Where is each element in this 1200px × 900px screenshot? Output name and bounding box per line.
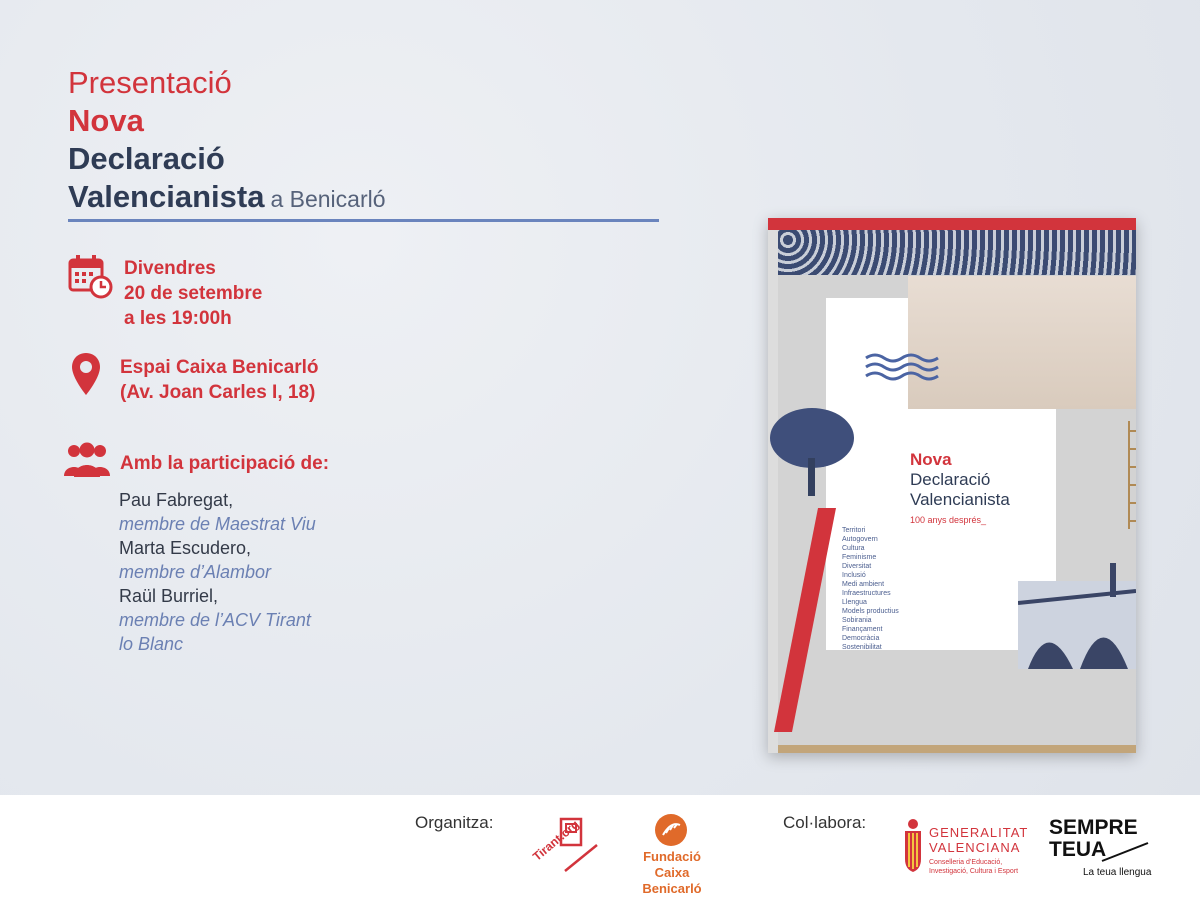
location-pin-icon: [70, 351, 102, 397]
people-icon: [64, 442, 110, 478]
sempre-teua-tagline: La teua llengua: [1083, 867, 1152, 878]
fundacio-line2: Caixa Benicarló: [642, 865, 702, 896]
cover-topic: Sostenibilitat: [842, 644, 882, 651]
title-valencianista: [68, 178, 386, 218]
participant-role: membre de Maestrat Viu: [119, 514, 316, 534]
participant-name: Marta Escudero,: [119, 538, 252, 558]
cover-title: [910, 450, 1010, 510]
cover-topic: Models productius: [842, 608, 899, 615]
place-name: Espai Caixa Benicarló: [120, 357, 319, 378]
sempre-teua-slash-icon: [1100, 841, 1150, 863]
generalitat-logo-text: [929, 825, 1028, 876]
cover-topics-list: [842, 526, 899, 652]
place-address: (Av. Joan Carles I, 18): [120, 382, 316, 403]
participant-role: membre de l’ACV Tirant: [119, 610, 311, 630]
cover-title-valencianista: Valencianista: [910, 490, 1010, 509]
generalitat-line3: Conselleria d’Educació,: [929, 859, 1003, 866]
title-nova: Nova: [68, 103, 144, 138]
cover-topic: Infraestructures: [842, 590, 891, 597]
cover-topic: Feminisme: [842, 554, 877, 561]
collabora-label: Col·labora:: [783, 813, 867, 832]
sponsors-footer: [0, 795, 1200, 900]
title-valencianista-text: Valencianista: [68, 179, 265, 214]
sempre-line2: TEUA: [1049, 838, 1107, 861]
participant-role: membre d’Alambor: [119, 562, 272, 582]
tirant-logo-text: Tirant.org: [530, 817, 582, 864]
participants-list: [119, 488, 316, 656]
generalitat-shield-icon: [902, 817, 924, 873]
event-place: [120, 355, 319, 405]
red-diagonal-shape: [774, 508, 836, 732]
event-day: Divendres: [124, 258, 216, 279]
cover-title-declaracio: Declaració: [910, 470, 991, 489]
cover-crowd-photo: [778, 230, 1136, 275]
cover-topic: Diversitat: [842, 563, 872, 570]
organitza-label: Organitza:: [415, 813, 494, 832]
title-location: a Benicarló: [270, 186, 386, 212]
cover-topic: Sobirania: [842, 617, 872, 624]
participant-name: Raül Burriel,: [119, 586, 219, 606]
generalitat-line4: Investigació, Cultura i Esport: [929, 868, 1019, 875]
fundacio-logo-icon: [654, 813, 688, 847]
participation-label: Amb la participació de:: [120, 453, 330, 474]
generalitat-line1: GENERALITAT: [929, 825, 1029, 840]
cover-topic: Medi ambient: [842, 581, 885, 588]
fundacio-line1: Fundació: [643, 849, 701, 864]
title-declaracio: Declaració: [68, 141, 225, 176]
cover-top-band: [768, 218, 1136, 230]
ladder-icon: [1126, 421, 1136, 529]
generalitat-line2: VALENCIANA: [929, 840, 1021, 855]
cover-topic: Cultura: [842, 545, 865, 552]
participant-name: Pau Fabregat,: [119, 490, 234, 510]
cover-topic: Territori: [842, 527, 866, 534]
event-time: a les 19:00h: [124, 308, 232, 329]
fundacio-logo-text: [624, 849, 720, 897]
cover-topic: Inclusió: [842, 572, 866, 579]
event-date-text: 20 de setembre: [124, 283, 263, 304]
cover-topic: Finançament: [842, 626, 883, 633]
cover-topic: Llengua: [842, 599, 867, 606]
event-title: [68, 64, 386, 218]
cover-bottom-band: [778, 745, 1136, 753]
cover-title-nova: Nova: [910, 450, 952, 469]
event-date: [124, 256, 262, 331]
tree-icon: [768, 406, 858, 498]
calendar-clock-icon: [68, 254, 114, 300]
cover-subtitle: 100 anys després_: [910, 515, 987, 525]
title-presentacio: Presentació: [68, 65, 232, 100]
bridge-photo: [1018, 561, 1136, 669]
book-cover: [768, 218, 1136, 753]
waves-icon: [864, 352, 942, 382]
title-divider: [68, 219, 659, 222]
cover-topic: Autogovern: [842, 536, 878, 543]
cover-plaza-photo: [908, 276, 1136, 409]
sempre-line1: SEMPRE: [1049, 816, 1138, 839]
participant-role: lo Blanc: [119, 634, 184, 654]
cover-topic: Democràcia: [842, 635, 880, 642]
